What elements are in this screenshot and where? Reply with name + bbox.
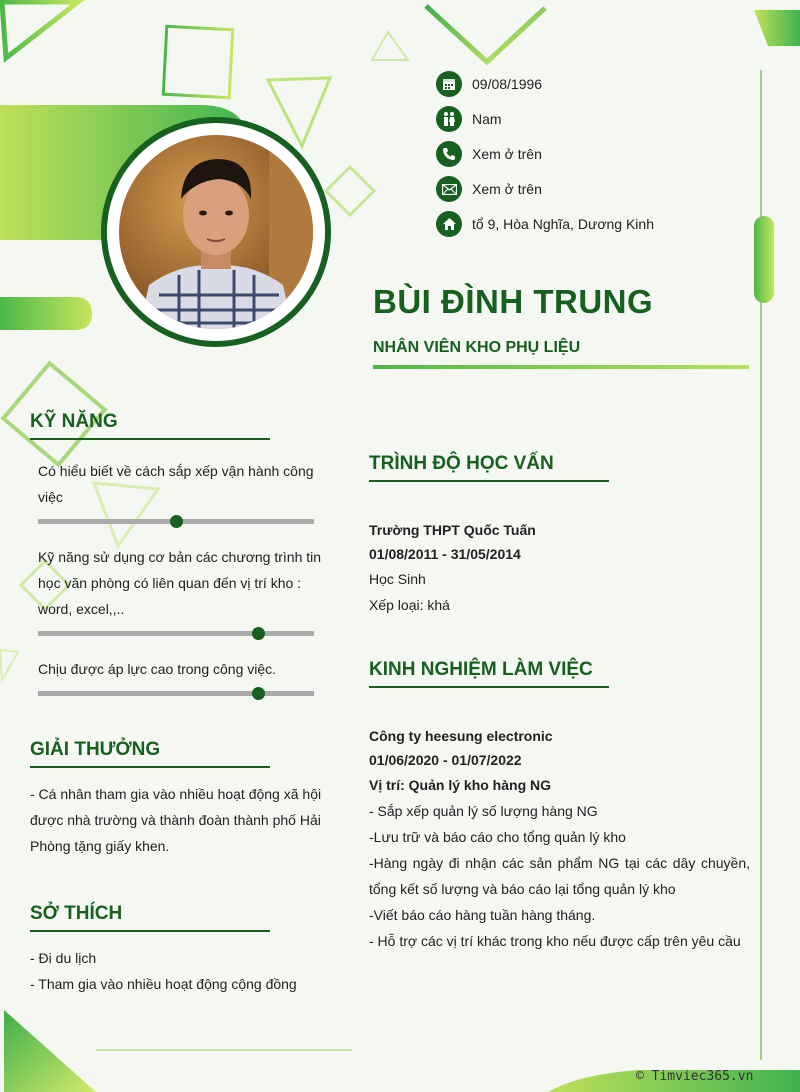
education-underline — [369, 480, 609, 482]
duty-item: - Sắp xếp quản lý số lượng hàng NG — [369, 803, 598, 819]
skill-bar — [38, 631, 314, 636]
education-period: 01/08/2011 - 31/05/2014 — [369, 546, 521, 562]
experience-underline — [369, 686, 609, 688]
experience-period: 01/06/2020 - 01/07/2022 — [369, 752, 522, 768]
skill-label: Kỹ năng sử dụng cơ bản các chương trình tin học văn phòng có liên quan đến vị trí kho : word, excel,,.. — [38, 549, 322, 617]
skill-label: Chịu được áp lực cao trong công việc. — [38, 661, 277, 677]
mail-icon — [436, 176, 462, 202]
hobbies-underline — [30, 930, 270, 932]
candidate-role: NHÂN VIÊN KHO PHỤ LIỆU — [373, 339, 581, 356]
duty-item: -Lưu trữ và báo cáo cho tổng quản lý kho — [369, 829, 626, 845]
role-underline — [373, 365, 749, 369]
phone-text: Xem ở trên — [472, 146, 542, 162]
phone-icon — [436, 141, 462, 167]
skill-bar — [38, 691, 314, 696]
hobby-item: - Đi du lịch — [30, 950, 97, 966]
profile-photo-frame — [101, 117, 331, 347]
watermark-credit: © Timviec365.vn — [636, 1069, 754, 1084]
birthday-text: 09/08/1996 — [472, 76, 543, 92]
experience-title: KINH NGHIỆM LÀM VIỆC — [369, 659, 593, 680]
skills-title: KỸ NĂNG — [30, 411, 118, 432]
gender-icon — [436, 106, 462, 132]
awards-underline — [30, 766, 270, 768]
education-grade: Xếp loại: khá — [369, 597, 450, 613]
experience-position: Vị trí: Quản lý kho hàng NG — [369, 777, 552, 793]
hobby-item: - Tham gia vào nhiều hoạt động cộng đồng — [30, 976, 297, 992]
skills-underline — [30, 438, 270, 440]
awards-text: - Cá nhân tham gia vào nhiều hoạt động xã hội được nhà trường và thành đoàn thành phố Hải Phòng tặng giấy khen. — [30, 786, 322, 854]
skill-bar — [38, 519, 314, 524]
calendar-icon — [436, 71, 462, 97]
duty-item: -Viết báo cáo hàng tuần hàng tháng. — [369, 907, 596, 923]
gender-text: Nam — [472, 111, 502, 127]
education-title: TRÌNH ĐỘ HỌC VẤN — [369, 453, 554, 474]
profile-photo — [119, 135, 313, 329]
duty-item: -Hàng ngày đi nhận các sản phẩm NG tại các dây chuyền, tổng kết số lượng và báo cáo lại tổng quản lý kho — [369, 855, 750, 897]
education-major: Học Sinh — [369, 571, 426, 587]
contact-email — [436, 176, 542, 202]
hobbies-title: SỞ THÍCH — [30, 903, 123, 924]
email-text: Xem ở trên — [472, 181, 542, 197]
duty-item: - Hỗ trợ các vị trí khác trong kho nếu được cấp trên yêu cầu — [369, 933, 741, 949]
address-text: tổ 9, Hòa Nghĩa, Dương Kinh — [472, 216, 654, 232]
contact-phone — [436, 141, 542, 167]
contact-gender — [436, 106, 502, 132]
education-school: Trường THPT Quốc Tuấn — [369, 522, 536, 538]
awards-title: GIẢI THƯỞNG — [30, 739, 161, 760]
home-icon — [436, 211, 462, 237]
contact-birthday — [436, 71, 542, 97]
skill-bar-knob — [170, 515, 183, 528]
skill-label: Có hiểu biết về cách sắp xếp vận hành công việc — [38, 463, 314, 505]
experience-company: Công ty heesung electronic — [369, 728, 553, 744]
candidate-name: BÙI ĐÌNH TRUNG — [373, 283, 654, 320]
contact-address — [436, 211, 654, 237]
